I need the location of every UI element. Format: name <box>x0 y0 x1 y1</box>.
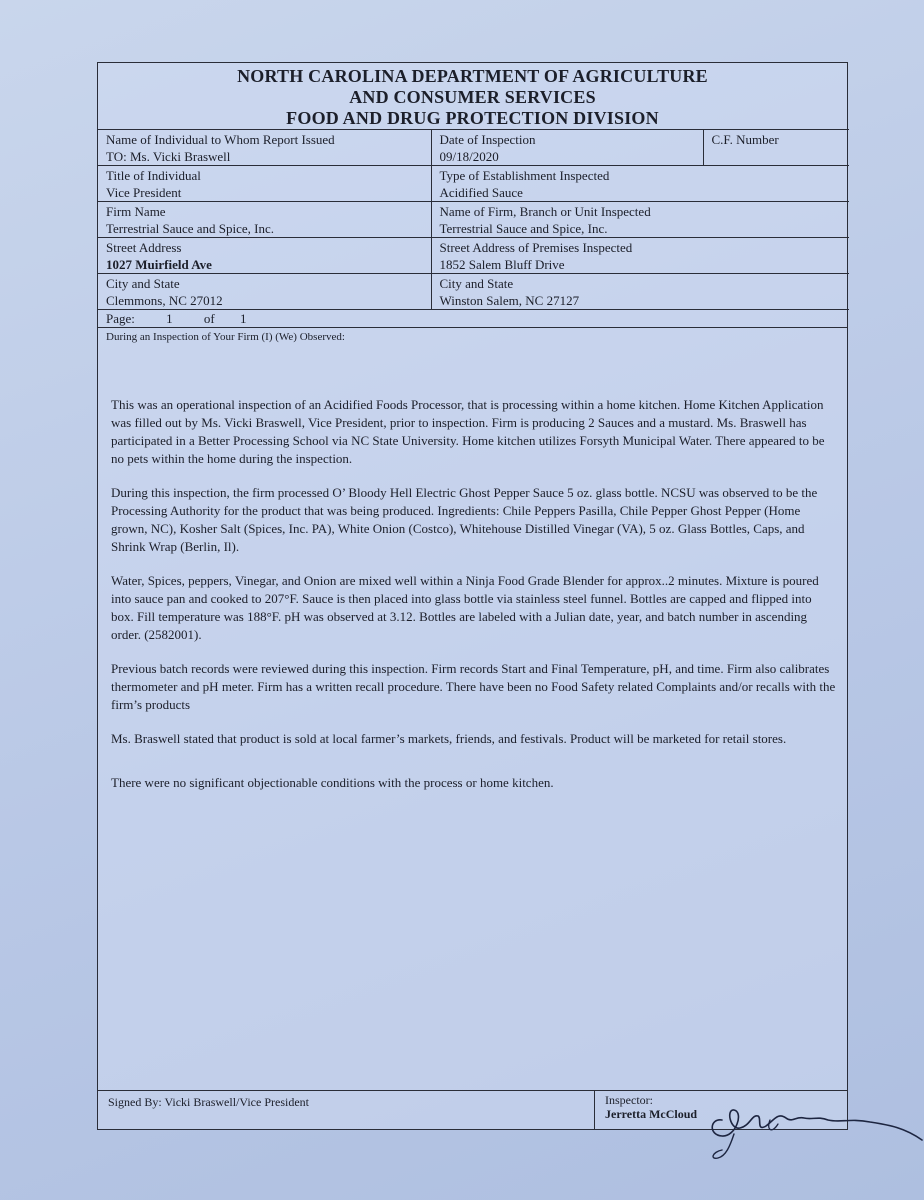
header-line-2: AND CONSUMER SERVICES <box>349 87 596 107</box>
branch-value: Terrestrial Sauce and Spice, Inc. <box>439 221 608 236</box>
inspection-report-form <box>97 62 848 1130</box>
date-value: 09/18/2020 <box>439 149 499 164</box>
observation-paragraph-3: Water, Spices, peppers, Vinegar, and Onion are mixed well within a Ninja Food Grade Blender for approx..2 minutes. Mixture is poured into sauce pan and cooked to 207°F. Sauce is then placed into glass bottle via stainless steel funnel. Bottles are capped and flipped into box. Fill temperature was 188°F. pH was observed at 3.12. Bottles are labeled with a Julian date, year, and batch number in ascending order. (2582001). <box>111 573 819 642</box>
observation-paragraph-2: During this inspection, the firm processed O’ Bloody Hell Electric Ghost Pepper Sauce 5 oz. glass bottle. NCSU was observed to be the Processing Authority for the product that was being produced. Ingredients: Chile Peppers Pasilla, Chile Pepper Ghost Pepper (Home grown, NC), Kosher Salt (Spices, Inc. PA), White Onion (Costco), Whitehouse Distilled Vinegar (VA), 5 oz. Glass Bottles, Caps, and Shrink Wrap (Berlin, Il). <box>111 485 818 554</box>
observation-paragraph-4: Previous batch records were reviewed during this inspection. Firm records Start and Final Temperature, pH, and time. Firm also calibrates thermometer and pH meter. Firm has a written recall procedure. There have been no Food Safety related Complaints and/or recalls with the firm’s products <box>111 661 836 712</box>
cf-number-cell <box>703 130 849 166</box>
info-row-1 <box>98 130 849 166</box>
observation-paragraph-1: This was an operational inspection of an Acidified Foods Processor, that is processing within a home kitchen. Home Kitchen Application was filled out by Ms. Vicki Braswell, Vice President, prior to inspection. Firm is producing 2 Sauces and a mustard. Ms. Braswell has participated in a Better Processing School via NC State University. Home kitchen utilizes Forsyth Municipal Water. There appeared to be no pets within the home during the inspection. <box>111 397 825 466</box>
observation-paragraph-6: There were no significant objectionable conditions with the process or home kitchen. <box>111 775 554 790</box>
street-value: 1027 Muirfield Ave <box>106 257 212 272</box>
firm-value: Terrestrial Sauce and Spice, Inc. <box>106 221 275 236</box>
info-row-2 <box>98 166 849 202</box>
page-indicator <box>98 310 847 328</box>
info-row-5 <box>98 274 849 310</box>
page-number: 1 <box>166 311 173 326</box>
page-total: 1 <box>239 311 247 326</box>
info-row-4 <box>98 238 849 274</box>
branch-label: Name of Firm, Branch or Unit Inspected <box>439 204 651 219</box>
inspector-label: Inspector: <box>605 1093 653 1107</box>
city-value: Clemmons, NC 27012 <box>106 293 223 308</box>
individual-value: TO: Ms. Vicki Braswell <box>106 149 231 164</box>
city-cell <box>98 274 431 310</box>
handwritten-signature <box>700 1090 924 1170</box>
info-row-3 <box>98 202 849 238</box>
street-cell <box>98 238 431 274</box>
observed-label: During an Inspection of Your Firm (I) (We) Observed: <box>106 331 345 343</box>
premises-city-label: City and State <box>439 276 514 291</box>
header-line-1: NORTH CAROLINA DEPARTMENT OF AGRICULTURE <box>237 66 708 86</box>
title-value: Vice President <box>106 185 182 200</box>
observations-text <box>111 396 837 808</box>
premises-cell <box>431 238 849 274</box>
type-label: Type of Establishment Inspected <box>439 168 610 183</box>
report-info-table <box>98 129 849 310</box>
firm-label: Firm Name <box>106 204 166 219</box>
date-cell <box>431 130 703 166</box>
observation-paragraph-5: Ms. Braswell stated that product is sold at local farmer’s markets, friends, and festivals. Product will be marketed for retail stores. <box>111 731 787 746</box>
header-line-3: FOOD AND DRUG PROTECTION DIVISION <box>286 108 659 128</box>
type-value: Acidified Sauce <box>439 185 523 200</box>
premises-city-value: Winston Salem, NC 27127 <box>439 293 580 308</box>
premises-city-cell <box>431 274 849 310</box>
firm-cell <box>98 202 431 238</box>
premises-value: 1852 Salem Bluff Drive <box>439 257 565 272</box>
premises-label: Street Address of Premises Inspected <box>439 240 633 255</box>
cf-number-label: C.F. Number <box>711 132 779 147</box>
individual-label: Name of Individual to Whom Report Issued <box>106 132 335 147</box>
branch-cell <box>431 202 849 238</box>
page-label: Page: <box>106 311 135 326</box>
signed-by-cell <box>98 1091 595 1129</box>
type-cell <box>431 166 849 202</box>
date-label: Date of Inspection <box>439 132 536 147</box>
title-label: Title of Individual <box>106 168 201 183</box>
city-label: City and State <box>106 276 180 291</box>
inspector-name: Jerretta McCloud <box>605 1107 698 1121</box>
page-of: of <box>203 311 215 326</box>
report-header <box>98 63 847 129</box>
individual-cell <box>98 130 431 166</box>
signed-by-text: Signed By: Vicki Braswell/Vice President <box>108 1095 309 1109</box>
street-label: Street Address <box>106 240 182 255</box>
title-cell <box>98 166 431 202</box>
